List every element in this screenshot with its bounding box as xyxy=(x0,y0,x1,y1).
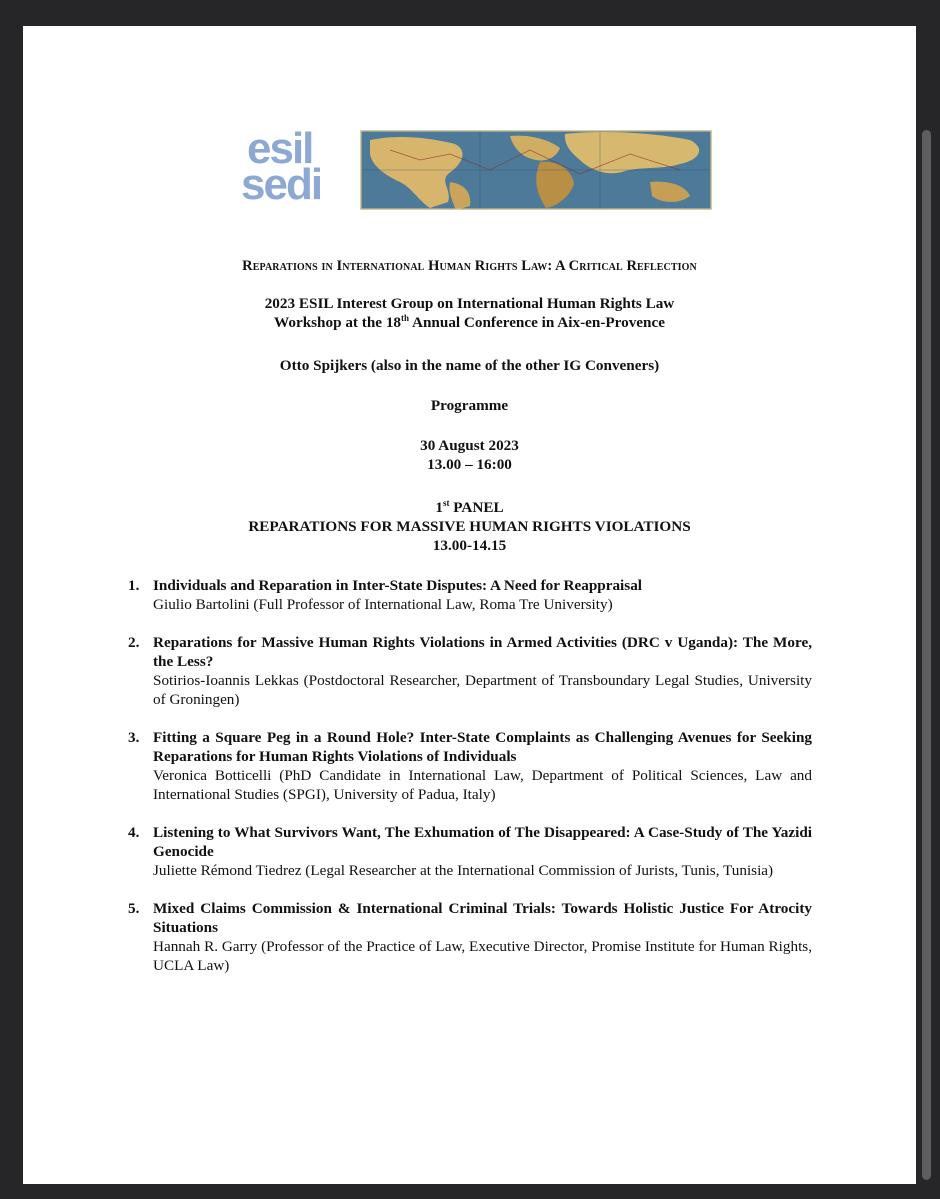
item-speaker: Hannah R. Garry (Professor of the Practice of Law, Executive Director, Promise Institute for Human Rights, UCLA Law) xyxy=(153,938,812,974)
document-page xyxy=(23,26,916,1184)
item-speaker: Sotirios-Ioannis Lekkas (Postdoctoral Researcher, Department of Transboundary Legal Studies, University of Groningen) xyxy=(153,672,812,708)
event-subtitle xyxy=(23,294,916,332)
item-title: Listening to What Survivors Want, The Exhumation of The Disappeared: A Case-Study of The Yazidi Genocide xyxy=(153,824,812,860)
item-title: Mixed Claims Commission & International Criminal Trials: Towards Holistic Justice For Atrocity Situations xyxy=(153,900,812,936)
item-title: Individuals and Reparation in Inter-State Disputes: A Need for Reappraisal xyxy=(153,577,643,594)
subtitle-line-2: Workshop at the 18th Annual Conference in Aix-en-Provence xyxy=(274,313,665,331)
item-number: 2. xyxy=(128,634,140,651)
item-number: 5. xyxy=(128,900,140,917)
item-number: 1. xyxy=(128,577,140,594)
list-item xyxy=(128,576,812,614)
esil-sedi-logo xyxy=(241,124,343,212)
event-time: 13.00 – 16:00 xyxy=(427,456,512,473)
world-map-image xyxy=(360,130,712,210)
panel-heading xyxy=(23,498,916,555)
item-speaker: Juliette Rémond Tiedrez (Legal Researcher at the International Commission of Jurists, Tunis, Tunisia) xyxy=(153,862,774,879)
list-item xyxy=(128,728,812,804)
author-line: Otto Spijkers (also in the name of the other IG Conveners) xyxy=(279,357,660,374)
item-number: 3. xyxy=(128,729,140,746)
presentation-list xyxy=(128,576,812,975)
item-title: Reparations for Massive Human Rights Violations in Armed Activities (DRC v Uganda): The More, the Less? xyxy=(153,634,812,670)
list-item xyxy=(128,633,812,709)
list-item xyxy=(128,899,812,975)
panel-time: 13.00-14.15 xyxy=(432,537,507,554)
panel-number: 1st PANEL xyxy=(435,498,504,516)
event-date: 30 August 2023 xyxy=(420,437,519,454)
item-number: 4. xyxy=(128,824,140,841)
header-logo xyxy=(241,124,713,212)
panel-name: REPARATIONS FOR MASSIVE HUMAN RIGHTS VIOLATIONS xyxy=(248,518,691,535)
vertical-scrollbar[interactable] xyxy=(922,130,931,1180)
logo-text-sedi: sedi xyxy=(241,160,322,209)
list-item xyxy=(128,823,812,880)
logo-text-esil: esil xyxy=(247,124,313,173)
item-speaker: Giulio Bartolini (Full Professor of International Law, Roma Tre University) xyxy=(153,596,613,613)
date-time-block xyxy=(23,436,916,474)
item-title: Fitting a Square Peg in a Round Hole? Inter-State Complaints as Challenging Avenues for Seeking Reparations for Human Rights Violations of Individuals xyxy=(153,729,812,765)
subtitle-line-1: 2023 ESIL Interest Group on International Human Rights Law xyxy=(264,295,675,312)
item-speaker: Veronica Botticelli (PhD Candidate in International Law, Department of Political Sciences, Law and International Studies (SPGI), University of Padua, Italy) xyxy=(153,767,812,803)
document-title: Reparations in International Human Rights Law: A Critical Reflection xyxy=(242,258,697,274)
programme-heading: Programme xyxy=(430,397,509,414)
